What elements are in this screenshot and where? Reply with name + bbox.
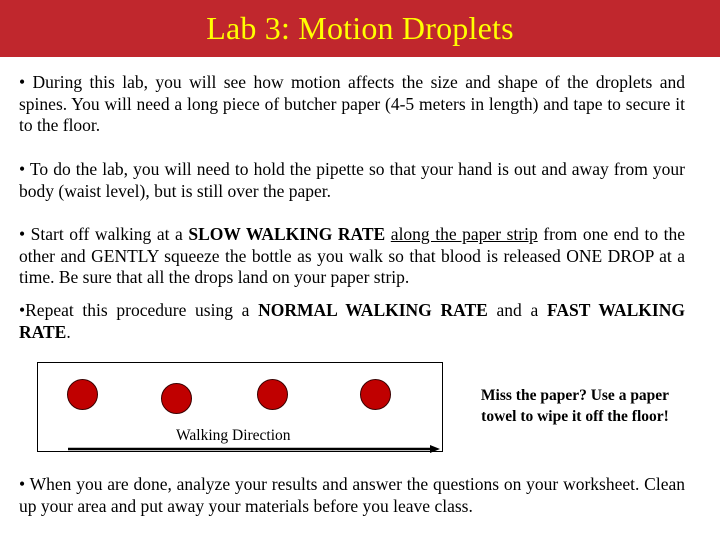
blood-drop-3 xyxy=(257,379,288,410)
blood-drop-1 xyxy=(67,379,98,410)
paragraph-intro: • During this lab, you will see how motion affects the size and shape of the droplets and spines. You will need a long piece of butcher paper (4-5 meters in length) and tape to secure it to the floor. xyxy=(19,72,685,135)
title-bar xyxy=(0,0,720,57)
walking-diagram xyxy=(37,362,443,452)
paragraph-slow-walk xyxy=(19,224,685,289)
paragraph-slow-walk-rest: from one end to the other and GENTLY squeeze the bottle as you walk so that blood is released ONE DROP at a time. Be sure that all the drops land on your paper strip. xyxy=(19,224,686,287)
walking-direction-label: Walking Direction xyxy=(176,427,291,444)
normal-walking-rate-text: NORMAL WALKING RATE xyxy=(258,300,488,320)
paragraph-pipette: • To do the lab, you will need to hold the pipette so that your hand is out and away from your body (waist level), but is still over the paper. xyxy=(19,159,685,201)
blood-drop-4 xyxy=(360,379,391,410)
paragraph-slow-walk-pre: • Start off walking at a xyxy=(19,224,189,244)
fast-walking-rate-text: FAST WALKING RATE xyxy=(19,300,685,342)
paper-note-line-1: Miss the paper? Use a paper xyxy=(480,387,670,404)
paragraph-repeat-post: . xyxy=(66,321,71,342)
page-title: Lab 3: Motion Droplets xyxy=(206,10,514,46)
paragraph-repeat-pre: •Repeat this procedure using a xyxy=(19,300,259,320)
slow-walking-rate-text: SLOW WALKING RATE xyxy=(188,224,386,244)
paragraph-wrap-up: • When you are done, analyze your results and answer the questions on your worksheet. Clean up your area and put away your materials before you leave class. xyxy=(19,474,685,516)
paragraph-repeat-mid: and a xyxy=(487,300,547,320)
blood-drop-2 xyxy=(161,383,192,414)
paper-note-line-2: towel to wipe it off the floor! xyxy=(481,408,669,425)
walking-direction-arrow-icon xyxy=(68,445,440,453)
along-paper-strip-text: along the paper strip xyxy=(390,224,538,244)
paper-note xyxy=(455,385,695,427)
paragraph-repeat xyxy=(19,300,685,343)
